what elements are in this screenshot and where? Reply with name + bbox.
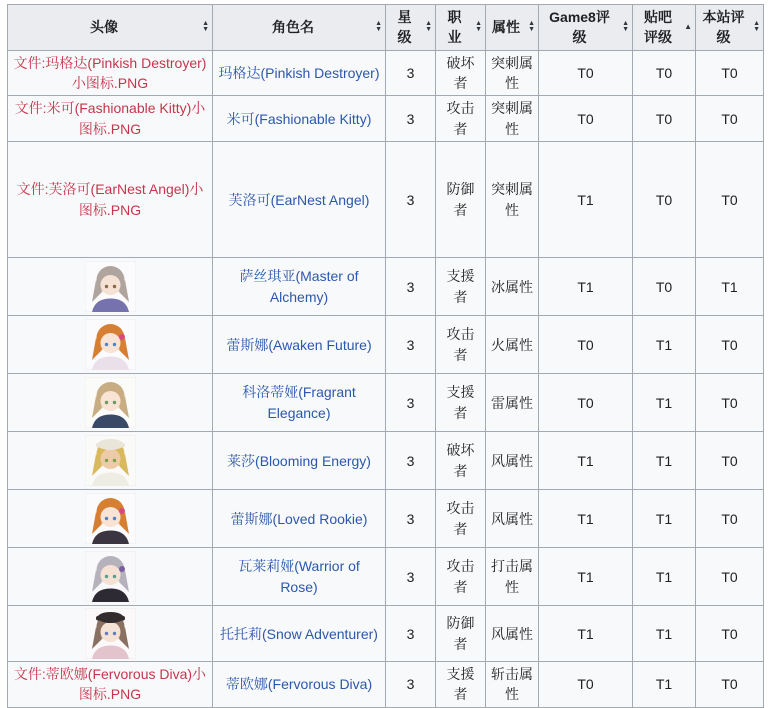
column-header-attribute[interactable] bbox=[486, 5, 539, 51]
site-rating: T0 bbox=[696, 548, 764, 606]
avatar-cell bbox=[8, 50, 213, 96]
character-link[interactable]: 玛格达(Pinkish Destroyer) bbox=[218, 64, 380, 81]
attribute-cell: 火属性 bbox=[486, 316, 539, 374]
column-header-label: 贴吧评级 bbox=[644, 9, 672, 46]
character-link[interactable]: 萨丝琪亚(Master of Alchemy) bbox=[239, 268, 359, 305]
star-level: 3 bbox=[386, 316, 436, 374]
character-link[interactable]: 瓦莱莉娅(Warrior of Rose) bbox=[238, 558, 360, 595]
site-rating: T0 bbox=[696, 374, 764, 432]
tieba-rating: T1 bbox=[633, 316, 696, 374]
attribute-cell: 突刺属性 bbox=[486, 142, 539, 258]
star-level: 3 bbox=[386, 662, 436, 708]
name-cell bbox=[213, 432, 386, 490]
avatar-image[interactable] bbox=[85, 377, 136, 428]
site-rating: T0 bbox=[696, 662, 764, 708]
character-link[interactable]: 蒂欧娜(Fervorous Diva) bbox=[225, 676, 373, 693]
game8-rating: T1 bbox=[539, 142, 633, 258]
game8-rating: T1 bbox=[539, 432, 633, 490]
character-link[interactable]: 米可(Fashionable Kitty) bbox=[226, 110, 372, 127]
star-level: 3 bbox=[386, 142, 436, 258]
column-header-label: Game8评级 bbox=[549, 9, 610, 46]
column-header-site-rating[interactable] bbox=[696, 5, 764, 51]
role-cell: 防御者 bbox=[436, 606, 486, 662]
character-link[interactable]: 莱莎(Blooming Energy) bbox=[227, 452, 371, 469]
role-cell: 支援者 bbox=[436, 374, 486, 432]
column-header-label: 属性 bbox=[492, 19, 520, 36]
avatar-image[interactable] bbox=[85, 435, 136, 486]
missing-file-link[interactable]: 文件:米可(Fashionable Kitty)小图标.PNG bbox=[14, 100, 206, 137]
star-level: 3 bbox=[386, 548, 436, 606]
name-cell bbox=[213, 50, 386, 96]
character-link[interactable]: 蕾斯娜(Loved Rookie) bbox=[230, 510, 368, 527]
role-cell: 攻击者 bbox=[436, 316, 486, 374]
avatar-image[interactable] bbox=[85, 493, 136, 544]
sort-icon-ascending: ▲ bbox=[684, 22, 692, 32]
role-cell: 防御者 bbox=[436, 142, 486, 258]
name-cell bbox=[213, 374, 386, 432]
column-header-role[interactable] bbox=[436, 5, 486, 51]
column-header-stars[interactable] bbox=[386, 5, 436, 51]
header-row bbox=[8, 5, 764, 51]
attribute-cell: 斩击属性 bbox=[486, 662, 539, 708]
role-cell: 破坏者 bbox=[436, 432, 486, 490]
star-level: 3 bbox=[386, 374, 436, 432]
tieba-rating: T0 bbox=[633, 96, 696, 142]
role-cell: 攻击者 bbox=[436, 96, 486, 142]
attribute-cell: 风属性 bbox=[486, 490, 539, 548]
sort-icon: ▲ ▼ bbox=[475, 20, 482, 34]
avatar-cell bbox=[8, 374, 213, 432]
attribute-cell: 风属性 bbox=[486, 606, 539, 662]
game8-rating: T0 bbox=[539, 316, 633, 374]
site-rating: T0 bbox=[696, 606, 764, 662]
game8-rating: T1 bbox=[539, 548, 633, 606]
tieba-rating: T1 bbox=[633, 606, 696, 662]
missing-file-link[interactable]: 文件:芙洛可(EarNest Angel)小图标.PNG bbox=[16, 181, 204, 218]
table-row bbox=[8, 316, 764, 374]
column-header-name[interactable] bbox=[213, 5, 386, 51]
avatar-image[interactable] bbox=[85, 551, 136, 602]
role-cell: 攻击者 bbox=[436, 548, 486, 606]
avatar-cell bbox=[8, 662, 213, 708]
site-rating: T0 bbox=[696, 50, 764, 96]
column-header-game8-rating[interactable] bbox=[539, 5, 633, 51]
star-level: 3 bbox=[386, 432, 436, 490]
table-row bbox=[8, 432, 764, 490]
site-rating: T0 bbox=[696, 316, 764, 374]
character-link[interactable]: 芙洛可(EarNest Angel) bbox=[228, 191, 370, 208]
star-level: 3 bbox=[386, 96, 436, 142]
avatar-image[interactable] bbox=[85, 319, 136, 370]
sort-icon: ▲ ▼ bbox=[375, 20, 382, 34]
column-header-label: 本站评级 bbox=[702, 9, 745, 46]
star-level: 3 bbox=[386, 50, 436, 96]
star-level: 3 bbox=[386, 490, 436, 548]
site-rating: T1 bbox=[696, 258, 764, 316]
tieba-rating: T1 bbox=[633, 662, 696, 708]
table-row bbox=[8, 374, 764, 432]
star-level: 3 bbox=[386, 606, 436, 662]
star-level: 3 bbox=[386, 258, 436, 316]
sort-icon: ▲ ▼ bbox=[202, 20, 209, 34]
site-rating: T0 bbox=[696, 96, 764, 142]
attribute-cell: 打击属性 bbox=[486, 548, 539, 606]
site-rating: T0 bbox=[696, 490, 764, 548]
sort-icon: ▲ ▼ bbox=[622, 20, 629, 34]
game8-rating: T1 bbox=[539, 606, 633, 662]
table-row bbox=[8, 142, 764, 258]
name-cell bbox=[213, 142, 386, 258]
tieba-rating: T1 bbox=[633, 490, 696, 548]
column-header-avatar[interactable] bbox=[8, 5, 213, 51]
sort-icon: ▲ ▼ bbox=[753, 20, 760, 34]
tieba-rating: T0 bbox=[633, 258, 696, 316]
avatar-cell bbox=[8, 432, 213, 490]
tieba-rating: T0 bbox=[633, 142, 696, 258]
tieba-rating: T0 bbox=[633, 50, 696, 96]
character-link[interactable]: 蕾斯娜(Awaken Future) bbox=[226, 336, 372, 353]
attribute-cell: 风属性 bbox=[486, 432, 539, 490]
avatar-cell bbox=[8, 548, 213, 606]
avatar-cell bbox=[8, 142, 213, 258]
game8-rating: T0 bbox=[539, 96, 633, 142]
table-row bbox=[8, 548, 764, 606]
avatar-image[interactable] bbox=[85, 608, 136, 659]
character-tier-table bbox=[7, 4, 764, 708]
attribute-cell: 突刺属性 bbox=[486, 50, 539, 96]
avatar-cell bbox=[8, 490, 213, 548]
attribute-cell: 雷属性 bbox=[486, 374, 539, 432]
role-cell: 支援者 bbox=[436, 662, 486, 708]
name-cell bbox=[213, 490, 386, 548]
tieba-rating: T1 bbox=[633, 374, 696, 432]
name-cell bbox=[213, 662, 386, 708]
name-cell bbox=[213, 258, 386, 316]
site-rating: T0 bbox=[696, 142, 764, 258]
game8-rating: T0 bbox=[539, 374, 633, 432]
name-cell bbox=[213, 606, 386, 662]
table-row bbox=[8, 662, 764, 708]
sort-icon: ▲ ▼ bbox=[425, 20, 432, 34]
attribute-cell: 冰属性 bbox=[486, 258, 539, 316]
column-header-label: 头像 bbox=[90, 19, 118, 36]
avatar-cell bbox=[8, 316, 213, 374]
site-rating: T0 bbox=[696, 432, 764, 490]
tieba-rating: T1 bbox=[633, 432, 696, 490]
role-cell: 破坏者 bbox=[436, 50, 486, 96]
avatar-image[interactable] bbox=[85, 261, 136, 312]
game8-rating: T1 bbox=[539, 490, 633, 548]
name-cell bbox=[213, 548, 386, 606]
role-cell: 支援者 bbox=[436, 258, 486, 316]
table-row bbox=[8, 96, 764, 142]
character-link[interactable]: 科洛蒂娅(Fragrant Elegance) bbox=[242, 384, 356, 421]
character-link[interactable]: 托托莉(Snow Adventurer) bbox=[220, 625, 378, 642]
tieba-rating: T1 bbox=[633, 548, 696, 606]
column-header-label: 星级 bbox=[397, 9, 412, 46]
game8-rating: T0 bbox=[539, 50, 633, 96]
avatar-cell bbox=[8, 96, 213, 142]
avatar-cell bbox=[8, 606, 213, 662]
column-header-label: 角色名 bbox=[272, 19, 314, 36]
sort-icon: ▲ ▼ bbox=[528, 20, 535, 34]
table-row bbox=[8, 258, 764, 316]
column-header-label: 职业 bbox=[447, 9, 462, 46]
avatar-cell bbox=[8, 258, 213, 316]
name-cell bbox=[213, 96, 386, 142]
name-cell bbox=[213, 316, 386, 374]
table-row bbox=[8, 490, 764, 548]
column-header-tieba-rating[interactable] bbox=[633, 5, 696, 51]
role-cell: 攻击者 bbox=[436, 490, 486, 548]
game8-rating: T0 bbox=[539, 662, 633, 708]
game8-rating: T1 bbox=[539, 258, 633, 316]
attribute-cell: 突刺属性 bbox=[486, 96, 539, 142]
missing-file-link[interactable]: 文件:蒂欧娜(Fervorous Diva)小图标.PNG bbox=[13, 666, 207, 703]
table-row bbox=[8, 606, 764, 662]
missing-file-link[interactable]: 文件:玛格达(Pinkish Destroyer)小图标.PNG bbox=[13, 54, 207, 91]
table-row bbox=[8, 50, 764, 96]
